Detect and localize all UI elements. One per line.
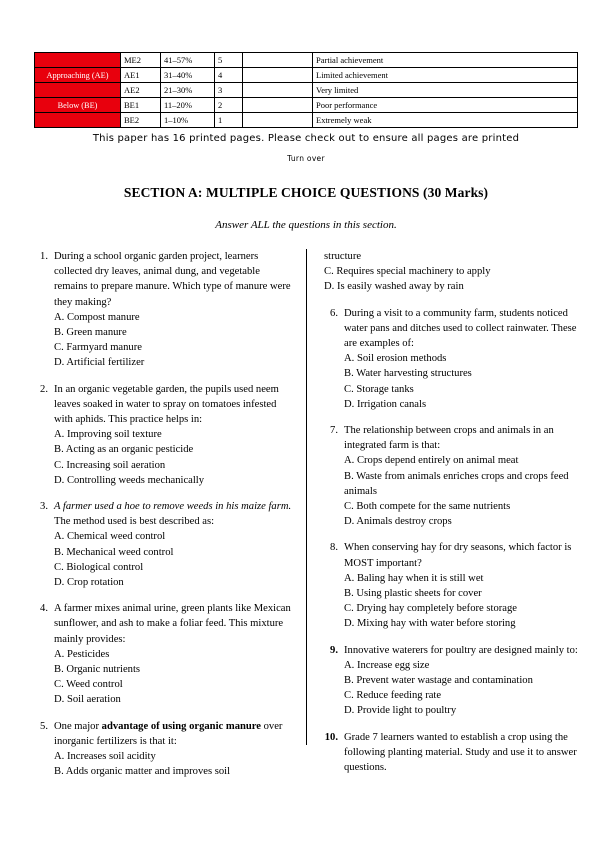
range-cell: 11–20% — [161, 98, 215, 113]
question-columns — [34, 249, 578, 778]
level-cell: 3 — [215, 83, 243, 98]
blank-cell — [243, 53, 313, 68]
question-number: 2. — [40, 383, 48, 395]
option-b[interactable]: B. Prevent water wastage and contamination — [344, 675, 533, 687]
option-d[interactable]: D. Controlling weeds mechanically — [54, 474, 205, 486]
option-c[interactable]: C. Storage tanks — [344, 383, 414, 395]
option-d[interactable]: D. Animals destroy crops — [344, 516, 452, 528]
question-body — [344, 306, 578, 412]
level-cell: 2 — [215, 98, 243, 113]
question-body — [344, 423, 578, 529]
option-a[interactable]: A. Compost manure — [54, 311, 140, 323]
option-c[interactable]: C. Drying hay completely before storage — [344, 603, 517, 615]
option-d[interactable]: D. Provide light to poultry — [344, 705, 457, 717]
question-2 — [34, 382, 292, 488]
option-b[interactable]: B. Waste from animals enriches crops and crops feed animals — [344, 470, 569, 497]
option-b[interactable]: B. Mechanical weed control — [54, 546, 174, 558]
code-cell: AE1 — [121, 68, 161, 83]
level-cell: 4 — [215, 68, 243, 83]
table-row — [35, 53, 578, 68]
option-b[interactable]: B. Green manure — [54, 327, 127, 339]
question-stem: During a visit to a community farm, students noticed water pans and ditches used to collect rainwater. These are examples of: — [344, 307, 577, 350]
blank-cell — [243, 68, 313, 83]
right-column — [306, 249, 578, 774]
level-cell: 5 — [215, 53, 243, 68]
question-5-continuation — [324, 249, 578, 295]
question-stem: In an organic vegetable garden, the pupils used neem leaves soaked in water to spray on tomatoes infested with aphids. This practice helps in: — [54, 383, 279, 426]
question-number: 6. — [330, 307, 338, 319]
band-cell-below: Below (BE) — [35, 98, 121, 113]
option-c[interactable]: C. Increasing soil aeration — [54, 459, 166, 471]
question-body — [54, 601, 292, 707]
option-c[interactable]: C. Farmyard manure — [54, 342, 142, 354]
option-d[interactable]: D. Mixing hay with water before storing — [344, 618, 516, 630]
code-cell: AE2 — [121, 83, 161, 98]
question-number: 4. — [40, 603, 48, 615]
question-body — [324, 249, 578, 295]
stem-post: over inorganic fertilizers is that it: — [54, 720, 283, 747]
question-4 — [34, 601, 292, 707]
description-cell: Very limited — [313, 83, 578, 98]
option-a[interactable]: A. Increase egg size — [344, 659, 430, 671]
question-stem — [54, 719, 292, 749]
blank-cell — [243, 98, 313, 113]
question-number: 1. — [40, 251, 48, 262]
description-cell: Partial achievement — [313, 53, 578, 68]
question-9 — [324, 643, 578, 719]
band-cell-empty — [35, 113, 121, 128]
question-body — [344, 540, 578, 631]
code-cell: BE1 — [121, 98, 161, 113]
description-cell: Limited achievement — [313, 68, 578, 83]
question-number: 8. — [330, 542, 338, 554]
question-stem: The relationship between crops and animals in an integrated farm is that: — [344, 425, 554, 452]
question-body — [54, 249, 292, 371]
question-stem: A farmer used a hoe to remove weeds in his maize farm. — [54, 501, 292, 513]
option-a[interactable]: A. Crops depend entirely on animal meat — [344, 455, 519, 467]
question-body — [54, 719, 292, 780]
option-d[interactable]: D. Soil aeration — [54, 694, 121, 706]
question-1 — [34, 249, 292, 371]
option-b[interactable]: B. Organic nutrients — [54, 664, 141, 676]
range-cell: 31–40% — [161, 68, 215, 83]
question-stem: Innovative waterers for poultry are designed mainly to: — [344, 644, 578, 656]
option-c[interactable]: C. Requires special machinery to apply — [324, 266, 491, 278]
question-10 — [324, 730, 578, 776]
left-column — [34, 249, 306, 778]
range-cell: 21–30% — [161, 83, 215, 98]
question-body — [344, 643, 578, 719]
option-d[interactable]: D. Is easily washed away by rain — [324, 281, 464, 293]
option-d[interactable]: D. Irrigation canals — [344, 398, 427, 410]
option-d[interactable]: D. Artificial fertilizer — [54, 357, 145, 369]
document-page — [0, 52, 612, 844]
range-cell: 1–10% — [161, 113, 215, 128]
option-b[interactable]: B. Using plastic sheets for cover — [344, 588, 482, 600]
option-b[interactable]: B. Acting as an organic pesticide — [54, 444, 194, 456]
option-a[interactable]: A. Improving soil texture — [54, 429, 162, 441]
option-a[interactable]: A. Increases soil acidity — [54, 751, 156, 763]
band-cell-empty — [35, 83, 121, 98]
option-a[interactable]: A. Chemical weed control — [54, 531, 166, 543]
band-cell-approaching: Approaching (AE) — [35, 68, 121, 83]
question-number: 9. — [330, 644, 338, 656]
option-c[interactable]: C. Reduce feeding rate — [344, 690, 442, 702]
stem-emphasis: advantage of using organic manure — [101, 720, 261, 732]
question-body — [344, 730, 578, 776]
stem-pre: One major — [54, 720, 102, 732]
option-c[interactable]: C. Both compete for the same nutrients — [344, 501, 511, 513]
blank-cell — [243, 83, 313, 98]
option-a[interactable]: A. Pesticides — [54, 648, 110, 660]
option-b[interactable]: B. Adds organic matter and improves soil — [54, 766, 231, 778]
turn-over-note: Turn over — [287, 154, 325, 163]
question-number: 10. — [324, 731, 338, 743]
question-body — [54, 499, 292, 590]
section-title: SECTION A: MULTIPLE CHOICE QUESTIONS (30 Marks) — [123, 185, 489, 200]
question-5 — [34, 719, 292, 780]
section-instruction: Answer ALL the questions in this section. — [215, 219, 397, 231]
table-row — [35, 98, 578, 113]
description-cell: Poor performance — [313, 98, 578, 113]
option-c[interactable]: C. Weed control — [54, 679, 123, 691]
option-b[interactable]: B. Water harvesting structures — [344, 368, 472, 380]
question-3 — [34, 499, 292, 590]
question-body — [54, 382, 292, 488]
question-6 — [324, 306, 578, 412]
band-cell-empty — [35, 53, 121, 68]
table-row — [35, 83, 578, 98]
printed-pages-note: This paper has 16 printed pages. Please check out to ensure all pages are printed — [92, 133, 520, 144]
description-cell: Extremely weak — [313, 113, 578, 128]
option-a[interactable]: A. Soil erosion methods — [344, 353, 447, 365]
question-stem: When conserving hay for dry seasons, which factor is MOST important? — [344, 542, 572, 569]
table-row — [35, 113, 578, 128]
question-stem: A farmer mixes animal urine, green plants like Mexican sunflower, and ash to make a foliar feed. This mixture mainly provides: — [54, 603, 291, 645]
question-number: 3. — [40, 501, 48, 513]
question-7 — [324, 423, 578, 529]
code-cell: BE2 — [121, 113, 161, 128]
code-cell: ME2 — [121, 53, 161, 68]
table-row — [35, 68, 578, 83]
continuation-text: structure — [324, 251, 362, 262]
option-a[interactable]: A. Baling hay when it is still wet — [344, 572, 484, 584]
blank-cell — [243, 113, 313, 128]
level-cell: 1 — [215, 113, 243, 128]
question-stem: During a school organic garden project, learners collected dry leaves, animal dung, and vegetable remains to prepare manure. Which type of manure were they making? — [54, 251, 291, 308]
question-substem: The method used is best described as: — [54, 516, 215, 528]
question-number: 5. — [40, 720, 48, 732]
question-8 — [324, 540, 578, 631]
grading-table — [34, 52, 578, 128]
question-stem: Grade 7 learners wanted to establish a crop using the following planting material. Study and use it to answer questions. — [344, 731, 577, 774]
question-number: 7. — [330, 425, 338, 437]
option-c[interactable]: C. Biological control — [54, 561, 144, 573]
range-cell: 41–57% — [161, 53, 215, 68]
column-divider — [306, 249, 307, 745]
option-d[interactable]: D. Crop rotation — [54, 577, 124, 589]
